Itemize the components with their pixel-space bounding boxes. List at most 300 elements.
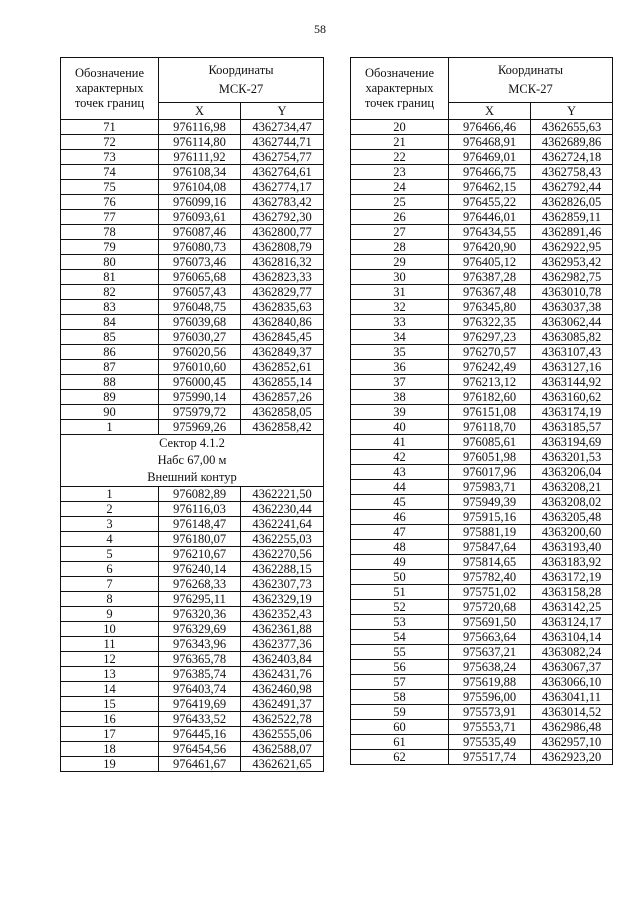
x-coordinate: 976080,73: [159, 240, 241, 255]
point-number: 18: [61, 742, 159, 757]
x-coordinate: 976108,34: [159, 165, 241, 180]
x-coordinate: 975847,64: [449, 540, 531, 555]
y-coordinate: 4362460,98: [241, 682, 324, 697]
table-row: [61, 712, 324, 727]
table-row: [351, 195, 613, 210]
table-row: [351, 660, 613, 675]
table-row: [351, 150, 613, 165]
table-row: [61, 300, 324, 315]
x-coordinate: 975638,24: [449, 660, 531, 675]
x-coordinate: 976116,03: [159, 502, 241, 517]
table-row: [351, 360, 613, 375]
x-coordinate: 975751,02: [449, 585, 531, 600]
y-coordinate: 4363144,92: [531, 375, 613, 390]
table-row: [61, 330, 324, 345]
y-coordinate: 4362986,48: [531, 720, 613, 735]
table-row: [351, 210, 613, 225]
table-row: [351, 675, 613, 690]
table-row: [351, 330, 613, 345]
y-coordinate: 4362792,30: [241, 210, 324, 225]
table-row: [351, 645, 613, 660]
point-number: 49: [351, 555, 449, 570]
y-coordinate: 4363194,69: [531, 435, 613, 450]
table-row: [351, 300, 613, 315]
point-number: 59: [351, 705, 449, 720]
table-row: [351, 615, 613, 630]
table-row: [61, 637, 324, 652]
point-number: 4: [61, 532, 159, 547]
sector-cell: [61, 435, 324, 487]
x-coordinate: 976116,98: [159, 120, 241, 135]
point-number: 24: [351, 180, 449, 195]
table-row: [61, 517, 324, 532]
y-coordinate: 4362835,63: [241, 300, 324, 315]
table-row: [61, 225, 324, 240]
table-row: [61, 742, 324, 757]
y-coordinate: 4363193,40: [531, 540, 613, 555]
y-coordinate: 4362724,18: [531, 150, 613, 165]
point-number: 76: [61, 195, 159, 210]
y-coordinate: 4362855,14: [241, 375, 324, 390]
x-coordinate: 975691,50: [449, 615, 531, 630]
table-row: [351, 180, 613, 195]
table-row: [61, 165, 324, 180]
y-coordinate: 4362522,78: [241, 712, 324, 727]
table-row: [61, 345, 324, 360]
table-row: [61, 150, 324, 165]
table-row: [61, 622, 324, 637]
table-row: [351, 225, 613, 240]
x-coordinate: 976387,28: [449, 270, 531, 285]
x-coordinate: 976051,98: [449, 450, 531, 465]
point-number: 30: [351, 270, 449, 285]
y-coordinate: 4362744,71: [241, 135, 324, 150]
y-coordinate: 4363014,52: [531, 705, 613, 720]
table-row: [351, 465, 613, 480]
table-row: [61, 727, 324, 742]
point-number: 5: [61, 547, 159, 562]
x-coordinate: 976445,16: [159, 727, 241, 742]
sector-contour: Внешний контур: [147, 470, 237, 484]
point-label-header: [61, 58, 159, 120]
table-row: [61, 607, 324, 622]
point-number: 55: [351, 645, 449, 660]
table-row: [61, 682, 324, 697]
table-row: [351, 540, 613, 555]
point-number: 40: [351, 420, 449, 435]
point-number: 73: [61, 150, 159, 165]
table-row: [61, 757, 324, 772]
table-row: [351, 165, 613, 180]
y-coordinate: 4363037,38: [531, 300, 613, 315]
x-coordinate: 976093,61: [159, 210, 241, 225]
x-coordinate: 976114,80: [159, 135, 241, 150]
y-coordinate: 4362858,42: [241, 420, 324, 435]
table-row: [61, 667, 324, 682]
point-number: 13: [61, 667, 159, 682]
x-coordinate: 976010,60: [159, 360, 241, 375]
point-number: 22: [351, 150, 449, 165]
point-number: 61: [351, 735, 449, 750]
x-coordinate: 976268,33: [159, 577, 241, 592]
table-row: [61, 255, 324, 270]
x-coordinate: 975720,68: [449, 600, 531, 615]
y-coordinate: 4363158,28: [531, 585, 613, 600]
y-coordinate: 4363208,02: [531, 495, 613, 510]
point-number: 84: [61, 315, 159, 330]
point-number: 36: [351, 360, 449, 375]
table-row: [351, 450, 613, 465]
y-coordinate: 4362230,44: [241, 502, 324, 517]
header-line-1: Обозначение: [364, 66, 435, 80]
point-number: 23: [351, 165, 449, 180]
point-number: 80: [61, 255, 159, 270]
point-number: 77: [61, 210, 159, 225]
point-number: 89: [61, 390, 159, 405]
y-coordinate: 4362555,06: [241, 727, 324, 742]
x-coordinate: 975990,14: [159, 390, 241, 405]
x-coordinate: 976099,16: [159, 195, 241, 210]
point-number: 34: [351, 330, 449, 345]
point-number: 86: [61, 345, 159, 360]
y-coordinate: 4362403,84: [241, 652, 324, 667]
x-coordinate: 975553,71: [449, 720, 531, 735]
point-number: 29: [351, 255, 449, 270]
table-row: [351, 255, 613, 270]
x-coordinate: 976148,47: [159, 517, 241, 532]
point-label-header: [351, 58, 449, 120]
x-coordinate: 976433,52: [159, 712, 241, 727]
x-coordinate: 976182,60: [449, 390, 531, 405]
y-coordinate: 4362361,88: [241, 622, 324, 637]
table-row: [61, 390, 324, 405]
point-number: 8: [61, 592, 159, 607]
y-coordinate: 4363160,62: [531, 390, 613, 405]
table-row: [61, 562, 324, 577]
x-coordinate: 976329,69: [159, 622, 241, 637]
y-coordinate: 4362953,42: [531, 255, 613, 270]
table-row: [351, 705, 613, 720]
table-row: [351, 570, 613, 585]
x-coordinate: 976104,08: [159, 180, 241, 195]
table-row: [351, 120, 613, 135]
table-row: [351, 630, 613, 645]
sector-row: [61, 435, 324, 487]
y-coordinate: 4362858,05: [241, 405, 324, 420]
point-number: 38: [351, 390, 449, 405]
y-coordinate: 4363142,25: [531, 600, 613, 615]
table-row: [61, 420, 324, 435]
point-number: 71: [61, 120, 159, 135]
point-number: 33: [351, 315, 449, 330]
table-row: [61, 240, 324, 255]
point-number: 9: [61, 607, 159, 622]
x-coordinate: 976455,22: [449, 195, 531, 210]
table-row: [61, 375, 324, 390]
y-coordinate: 4362764,61: [241, 165, 324, 180]
x-coordinate: 975637,21: [449, 645, 531, 660]
point-number: 47: [351, 525, 449, 540]
point-number: 32: [351, 300, 449, 315]
y-coordinate: 4362491,37: [241, 697, 324, 712]
table-row: [351, 375, 613, 390]
table-row: [351, 135, 613, 150]
x-coordinate: 976210,67: [159, 547, 241, 562]
coordinates-title: Координаты: [497, 63, 564, 77]
y-coordinate: 4363183,92: [531, 555, 613, 570]
table-row: [351, 495, 613, 510]
y-coordinate: 4362288,15: [241, 562, 324, 577]
point-number: 82: [61, 285, 159, 300]
x-coordinate: 975915,16: [449, 510, 531, 525]
y-coordinate: 4362329,19: [241, 592, 324, 607]
y-coordinate: 4362823,33: [241, 270, 324, 285]
x-coordinate: 976405,12: [449, 255, 531, 270]
x-coordinate: 976385,74: [159, 667, 241, 682]
x-coordinate: 976434,55: [449, 225, 531, 240]
point-number: 42: [351, 450, 449, 465]
point-number: 39: [351, 405, 449, 420]
point-number: 48: [351, 540, 449, 555]
x-coordinate: 976295,11: [159, 592, 241, 607]
y-coordinate: 4363085,82: [531, 330, 613, 345]
table-row: [61, 180, 324, 195]
sector-height: Набс 67,00 м: [157, 453, 227, 467]
y-coordinate: 4363082,24: [531, 645, 613, 660]
y-coordinate: 4362734,47: [241, 120, 324, 135]
table-row: [351, 405, 613, 420]
point-number: 7: [61, 577, 159, 592]
x-coordinate: 975663,64: [449, 630, 531, 645]
point-number: 85: [61, 330, 159, 345]
y-coordinate: 4362792,44: [531, 180, 613, 195]
x-coordinate: 976030,27: [159, 330, 241, 345]
point-number: 17: [61, 727, 159, 742]
x-coordinate: 975619,88: [449, 675, 531, 690]
x-coordinate: 976345,80: [449, 300, 531, 315]
y-coordinate: 4363066,10: [531, 675, 613, 690]
x-coordinate: 976322,35: [449, 315, 531, 330]
y-coordinate: 4362655,63: [531, 120, 613, 135]
x-coordinate: 976461,67: [159, 757, 241, 772]
table-row: [351, 525, 613, 540]
table-row: [61, 405, 324, 420]
y-coordinate: 4363067,37: [531, 660, 613, 675]
sector-name: Сектор 4.1.2: [159, 436, 225, 450]
y-coordinate: 4362588,07: [241, 742, 324, 757]
x-coordinate: 976469,01: [449, 150, 531, 165]
y-coordinate: 4362783,42: [241, 195, 324, 210]
x-coordinate: 976468,91: [449, 135, 531, 150]
y-coordinate: 4362859,11: [531, 210, 613, 225]
table-row: [351, 315, 613, 330]
y-coordinate: 4363200,60: [531, 525, 613, 540]
coordinates-system: МСК-27: [218, 82, 264, 96]
y-coordinate: 4362377,36: [241, 637, 324, 652]
table-row: [61, 120, 324, 135]
x-coordinate: 975814,65: [449, 555, 531, 570]
y-coordinate: 4363107,43: [531, 345, 613, 360]
point-number: 79: [61, 240, 159, 255]
point-number: 58: [351, 690, 449, 705]
y-coordinate: 4363185,57: [531, 420, 613, 435]
header-line-2: характерных: [365, 81, 434, 95]
point-number: 10: [61, 622, 159, 637]
table-row: [61, 270, 324, 285]
point-number: 45: [351, 495, 449, 510]
point-number: 21: [351, 135, 449, 150]
y-coordinate: 4362255,03: [241, 532, 324, 547]
table-row: [351, 585, 613, 600]
x-coordinate: 976420,90: [449, 240, 531, 255]
coordinates-table-right: [350, 57, 613, 765]
table-row: [61, 195, 324, 210]
x-coordinate: 976270,57: [449, 345, 531, 360]
y-coordinate: 4362826,05: [531, 195, 613, 210]
y-coordinate: 4363124,17: [531, 615, 613, 630]
x-coordinate: 976462,15: [449, 180, 531, 195]
point-number: 54: [351, 630, 449, 645]
point-number: 3: [61, 517, 159, 532]
x-coordinate: 976320,36: [159, 607, 241, 622]
x-coordinate: 975881,19: [449, 525, 531, 540]
y-coordinate: 4362957,10: [531, 735, 613, 750]
point-number: 12: [61, 652, 159, 667]
x-coordinate: 976466,46: [449, 120, 531, 135]
table-row: [351, 240, 613, 255]
table-row: [351, 285, 613, 300]
y-coordinate: 4363062,44: [531, 315, 613, 330]
y-coordinate: 4362270,56: [241, 547, 324, 562]
table-row: [351, 480, 613, 495]
point-number: 26: [351, 210, 449, 225]
point-number: 14: [61, 682, 159, 697]
header-line-1: Обозначение: [74, 66, 145, 80]
y-coordinate: 4363201,53: [531, 450, 613, 465]
point-number: 72: [61, 135, 159, 150]
y-coordinate: 4362352,43: [241, 607, 324, 622]
table-row: [351, 345, 613, 360]
point-number: 2: [61, 502, 159, 517]
y-coordinate: 4362307,73: [241, 577, 324, 592]
table-row: [351, 690, 613, 705]
left-table-body-bottom: [61, 487, 324, 772]
point-number: 53: [351, 615, 449, 630]
point-number: 1: [61, 420, 159, 435]
point-number: 19: [61, 757, 159, 772]
x-coordinate: 976365,78: [159, 652, 241, 667]
x-coordinate: 976242,49: [449, 360, 531, 375]
table-row: [351, 435, 613, 450]
point-number: 6: [61, 562, 159, 577]
point-number: 60: [351, 720, 449, 735]
y-coordinate: 4363205,48: [531, 510, 613, 525]
x-coordinate: 975979,72: [159, 405, 241, 420]
point-number: 43: [351, 465, 449, 480]
x-coordinate: 976073,46: [159, 255, 241, 270]
left-table-body-top: [61, 120, 324, 435]
table-row: [61, 285, 324, 300]
x-coordinate: 976057,43: [159, 285, 241, 300]
x-coordinate: 976048,75: [159, 300, 241, 315]
table-row: [61, 532, 324, 547]
x-header: X: [449, 103, 531, 120]
x-coordinate: 975983,71: [449, 480, 531, 495]
point-number: 56: [351, 660, 449, 675]
table-row: [61, 360, 324, 375]
coordinates-table-left: [60, 57, 324, 772]
x-coordinate: 976403,74: [159, 682, 241, 697]
x-coordinate: 976065,68: [159, 270, 241, 285]
y-coordinate: 4363041,11: [531, 690, 613, 705]
point-number: 16: [61, 712, 159, 727]
table-row: [61, 592, 324, 607]
x-coordinate: 976297,23: [449, 330, 531, 345]
point-number: 20: [351, 120, 449, 135]
y-coordinate: 4363172,19: [531, 570, 613, 585]
x-coordinate: 976087,46: [159, 225, 241, 240]
point-number: 75: [61, 180, 159, 195]
table-row: [351, 720, 613, 735]
y-coordinate: 4362845,45: [241, 330, 324, 345]
y-coordinate: 4362774,17: [241, 180, 324, 195]
header-line-3: точек границ: [364, 96, 435, 110]
point-number: 50: [351, 570, 449, 585]
table-row: [61, 697, 324, 712]
x-coordinate: 976454,56: [159, 742, 241, 757]
coordinates-header: [159, 58, 324, 103]
x-coordinate: 975535,49: [449, 735, 531, 750]
point-number: 51: [351, 585, 449, 600]
x-coordinate: 976240,14: [159, 562, 241, 577]
x-coordinate: 976085,61: [449, 435, 531, 450]
y-coordinate: 4362923,20: [531, 750, 613, 765]
point-number: 35: [351, 345, 449, 360]
x-coordinate: 976111,92: [159, 150, 241, 165]
table-row: [61, 547, 324, 562]
right-table-body: [351, 120, 613, 765]
point-number: 28: [351, 240, 449, 255]
y-coordinate: 4363010,78: [531, 285, 613, 300]
x-coordinate: 976419,69: [159, 697, 241, 712]
x-coordinate: 976466,75: [449, 165, 531, 180]
point-number: 1: [61, 487, 159, 502]
x-coordinate: 975969,26: [159, 420, 241, 435]
x-coordinate: 976213,12: [449, 375, 531, 390]
point-number: 27: [351, 225, 449, 240]
point-number: 62: [351, 750, 449, 765]
y-coordinate: 4362689,86: [531, 135, 613, 150]
y-header: Y: [241, 103, 324, 120]
y-coordinate: 4362800,77: [241, 225, 324, 240]
point-number: 11: [61, 637, 159, 652]
point-number: 88: [61, 375, 159, 390]
point-number: 52: [351, 600, 449, 615]
point-number: 78: [61, 225, 159, 240]
y-coordinate: 4362816,32: [241, 255, 324, 270]
x-coordinate: 975573,91: [449, 705, 531, 720]
point-number: 41: [351, 435, 449, 450]
header-line-3: точек границ: [74, 96, 145, 110]
x-coordinate: 976446,01: [449, 210, 531, 225]
point-number: 90: [61, 405, 159, 420]
header-line-2: характерных: [75, 81, 144, 95]
x-coordinate: 975596,00: [449, 690, 531, 705]
x-coordinate: 976343,96: [159, 637, 241, 652]
table-row: [61, 652, 324, 667]
y-coordinate: 4362754,77: [241, 150, 324, 165]
y-coordinate: 4362982,75: [531, 270, 613, 285]
